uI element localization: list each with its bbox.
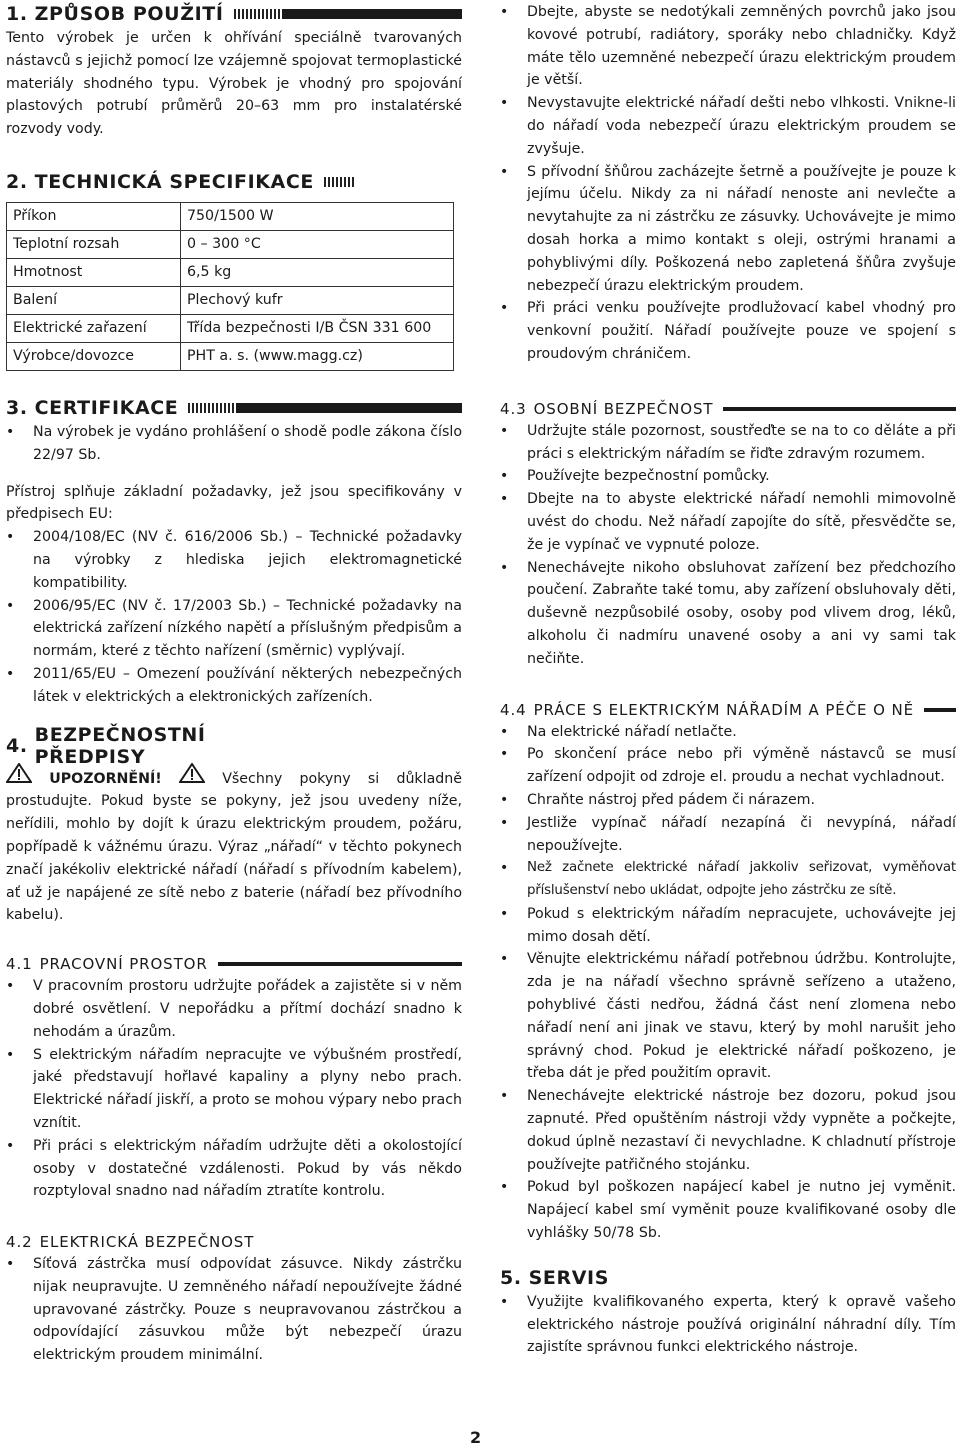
spec-value: Třída bezpečnosti I/B ČSN 331 600 <box>181 314 454 342</box>
subsection-heading <box>6 1231 462 1253</box>
section-number: 4.3 <box>500 399 527 418</box>
list-item: • S přívodní šňůrou zacházejte šetrně a používejte je pouze k jejímu účelu. Nikdy za ni nářadí nenoste ani nevlečte a nevytahujte za ni zástrčku ze zásuvky. Uchovávejte je mimo dosah horka a mimo kontakt s oleji, ostrými hranami a pohyblivými díly. Poškozená nebo zapletená šňůra zvyšuje nebezpečí úrazu elektrickým proudem. <box>500 161 956 298</box>
spec-key: Příkon <box>7 202 181 230</box>
section-title: PRACOVNÍ PROSTOR <box>39 955 208 974</box>
section-title: ZPŮSOB POUŽITÍ <box>34 3 224 25</box>
right-column <box>500 0 956 1359</box>
table-row <box>7 230 454 258</box>
list-item: • 2006/95/EC (NV č. 17/2003 Sb.) – Technické požadavky na elektrická zařízení nízkého napětí a příslušným předpisům a normám, které z těchto nařízení (směrnic) vyplývají. <box>6 595 462 663</box>
section-number: 2. <box>6 170 28 193</box>
list-item: • 2004/108/EC (NV č. 616/2006 Sb.) – Technické požadavky na výrobky z hlediska jejich elektromagnetické kompatibility. <box>6 526 462 594</box>
warning-text: Všechny pokyny si důkladně prostudujte. Pokud byste se pokyny, jež jsou uvedeny níže, neřídili, mohlo by dojít k úrazu elektrickým proudem, požáru, popřípadě k vážnému úrazu. Výraz „nářadí“ v těchto pokynech značí jakékoliv elektrické nářadí (nářadí s přívodním kabelem), ať už je napájené ze sítě nebo z baterie (nářadí bez přívodního kabelu). <box>6 770 463 924</box>
section-heading <box>6 395 462 421</box>
section-number: 3. <box>6 396 28 419</box>
list-item: • Nevystavujte elektrické nářadí dešti nebo vlhkosti. Vnikne-li do nářadí voda nebezpečí úrazu elektrickým proudem se zvyšuje. <box>500 92 956 160</box>
page-number: 2 <box>470 1428 482 1447</box>
heading-bar <box>188 403 462 413</box>
service-list <box>500 1291 956 1359</box>
section-heading <box>6 1 462 27</box>
workspace-list <box>6 975 462 1203</box>
section-number: 4.2 <box>6 1233 33 1252</box>
usage-text: Tento výrobek je určen k ohřívání speciálně tvarovaných nástavců s jejichž pomocí lze vzájemně spojovat termoplastické materiály shodného typu. Výrobek je vhodný pro spojování plastových potrubí průměrů 20–63 mm pro instalatérské rozvody vody. <box>6 30 462 138</box>
warning-triangle-icon <box>6 763 32 783</box>
list-item: • Věnujte elektrickému nářadí potřebnou údržbu. Kontrolujte, zda je na nářadí všechno správně seřízeno a utaženo, pohyblivé části nedřou, žádná část není zlomena nebo nářadí není ani jinak ve stavu, který by mohl narušit jeho správný chod. Pokud je elektrické nářadí poškozeno, je třeba dát je před použitím opravit. <box>500 948 956 1085</box>
spec-value: PHT a. s. (www.magg.cz) <box>181 342 454 370</box>
spec-key: Balení <box>7 286 181 314</box>
list-item: • Nenechávejte elektrické nástroje bez dozoru, pokud jsou zapnuté. Před opuštěním nástroji vždy vypněte a počkejte, dokud úplně nezastaví či nevychladne. K chladnutí přístroje používejte patřičného stojánku. <box>500 1085 956 1176</box>
section-heading <box>6 169 326 195</box>
electric-safety-list-continued <box>500 1 956 366</box>
subsection-heading <box>500 398 956 420</box>
spec-value: 0 – 300 °C <box>181 230 454 258</box>
warning-triangle-icon <box>179 763 205 783</box>
warning-paragraph <box>6 763 462 928</box>
list-item: • Používejte bezpečnostní pomůcky. <box>500 465 956 488</box>
section-number: 5. <box>500 1266 522 1289</box>
list-item: • Jestliže vypínač nářadí nezapíná či nevypíná, nářadí nepoužívejte. <box>500 812 956 858</box>
spec-value: 750/1500 W <box>181 202 454 230</box>
heading-bar <box>723 404 956 414</box>
section-title: ELEKTRICKÁ BEZPEČNOST <box>39 1233 255 1252</box>
list-item: • Po skončení práce nebo při výměně nástavců se musí zařízení odpojit od zdroje el. proudu a nechat vychladnout. <box>500 743 956 789</box>
list-item: • Pokud byl poškozen napájecí kabel je nutno jej vyměnit. Napájecí kabel smí vyměnit pouze kvalifikované osoby dle vyhlášky 50/78 Sb. <box>500 1176 956 1244</box>
list-item: • Dbejte na to abyste elektrické nářadí nemohli mimovolně uvést do chodu. Než nářadí zapojíte do sítě, přesvědčte se, že je vypínač ve vypnuté poloze. <box>500 488 956 556</box>
left-column <box>6 0 462 1367</box>
section-title: OSOBNÍ BEZPEČNOST <box>533 399 714 418</box>
section-number: 4. <box>6 734 28 757</box>
table-row <box>7 314 454 342</box>
section-number: 4.1 <box>6 955 33 974</box>
cert-intro: Přístroj splňuje základní požadavky, jež jsou specifikovány v předpisech EU: <box>6 483 462 523</box>
heading-bar <box>218 959 462 969</box>
section-title: CERTIFIKACE <box>34 396 179 419</box>
list-item: • 2011/65/EU – Omezení používání některých nebezpečných látek v elektrických a elektronických zařízeních. <box>6 663 462 709</box>
spec-key: Elektrické zařazení <box>7 314 181 342</box>
list-item: • Dbejte, abyste se nedotýkali zemněných povrchů jako jsou kovové potrubí, radiátory, sporáky nebo chladničky. Když máte tělo uzemněné nebezpečí úrazu elektrickým proudem je větší. <box>500 1 956 92</box>
list-item: • Chraňte nástroj před pádem či nárazem. <box>500 789 956 812</box>
list-item: • V pracovním prostoru udržujte pořádek a zajistěte si v něm dobré osvětlení. V nepořádku a přítmí dochází snadno k nehodám a úrazům. <box>6 975 462 1043</box>
section-title: SERVIS <box>528 1266 609 1289</box>
list-item: • Při práci venku používejte prodlužovací kabel vhodný pro venkovní použití. Nářadí používejte pouze ve spojení s proudovým chráničem. <box>500 297 956 365</box>
spec-key: Teplotní rozsah <box>7 230 181 258</box>
list-item: • Při práci s elektrickým nářadím udržujte děti a okolostojící osoby v dostatečné vzdálenosti. Pokud by vás někdo rozptyloval snadno nad nářadím ztratíte kontrolu. <box>6 1135 462 1203</box>
list-item: • Než začnete elektrické nářadí jakkoliv seřizovat, vyměňovat příslušenství nebo ukládat, odpojte jeho zástrčku ze sítě. <box>500 857 956 903</box>
list-item: • Síťová zástrčka musí odpovídat zásuvce. Nikdy zástrčku nijak neupravujte. U zemněného nářadí nepoužívejte žádné upravované zástrčky. Pouze s neupravovanou zástrčkou a odpovídající zásuvkou může být nebezpečí úrazu elektrickým proudem minimální. <box>6 1253 462 1367</box>
list-item: • Pokud s elektrickým nářadím nepracujete, uchovávejte jej mimo dosah dětí. <box>500 903 956 949</box>
list-item: • S elektrickým nářadím nepracujte ve výbušném prostředí, jaké představují hořlavé kapaliny a plyny nebo prach. Elektrické nářadí jiskří, a proto se mohou výpary nebo prach vznítit. <box>6 1044 462 1135</box>
section-heading <box>500 1265 956 1291</box>
list-item: • Na výrobek je vydáno prohlášení o shodě podle zákona číslo 22/97 Sb. <box>6 421 462 467</box>
section-number: 1. <box>6 3 28 25</box>
list-item: • Na elektrické nářadí netlačte. <box>500 721 956 744</box>
subsection-heading <box>6 953 462 975</box>
table-row <box>7 342 454 370</box>
list-item: • Nenechávejte nikoho obsluhovat zařízení bez předchozího poučení. Zabraňte také tomu, aby zařízení obsluhovaly děti, duševně nezpůsobilé osoby, osoby pod vlivem drog, léků, alkoholu či nadmíru unavené osoby a ani vy sami tak nečiňte. <box>500 557 956 671</box>
tool-care-list <box>500 721 956 1245</box>
table-row <box>7 202 454 230</box>
cert-list <box>6 421 462 467</box>
section-title: TECHNICKÁ SPECIFIKACE <box>34 170 314 193</box>
electric-safety-list <box>6 1253 462 1367</box>
spec-value: 6,5 kg <box>181 258 454 286</box>
subsection-heading <box>500 699 956 721</box>
warning-label: UPOZORNĚNÍ! <box>49 770 162 787</box>
spec-key: Hmotnost <box>7 258 181 286</box>
section-heading <box>6 723 306 768</box>
list-item: • Využijte kvalifikovaného experta, který k opravě vašeho elektrického nástroje používá originální náhradní díly. Tím zajistíte správnou funkci elektrického nástroje. <box>500 1291 956 1359</box>
heading-bar <box>234 9 463 19</box>
section-title: PRÁCE S ELEKTRICKÝM NÁŘADÍM A PÉČE O NĚ <box>533 700 914 719</box>
spec-table <box>6 202 454 371</box>
table-row <box>7 286 454 314</box>
section-title: BEZPEČNOSTNÍ PŘEDPISY <box>34 723 206 768</box>
spec-value: Plechový kufr <box>181 286 454 314</box>
section-number: 4.4 <box>500 700 527 719</box>
heading-bar <box>924 705 956 715</box>
directive-list <box>6 526 462 708</box>
table-row <box>7 258 454 286</box>
list-item: • Udržujte stále pozornost, soustřeďte se na to co děláte a při práci s elektrickým nářadím se řiďte zdravým rozumem. <box>500 420 956 466</box>
spec-key: Výrobce/dovozce <box>7 342 181 370</box>
heading-bar <box>324 177 326 187</box>
personal-safety-list <box>500 420 956 671</box>
